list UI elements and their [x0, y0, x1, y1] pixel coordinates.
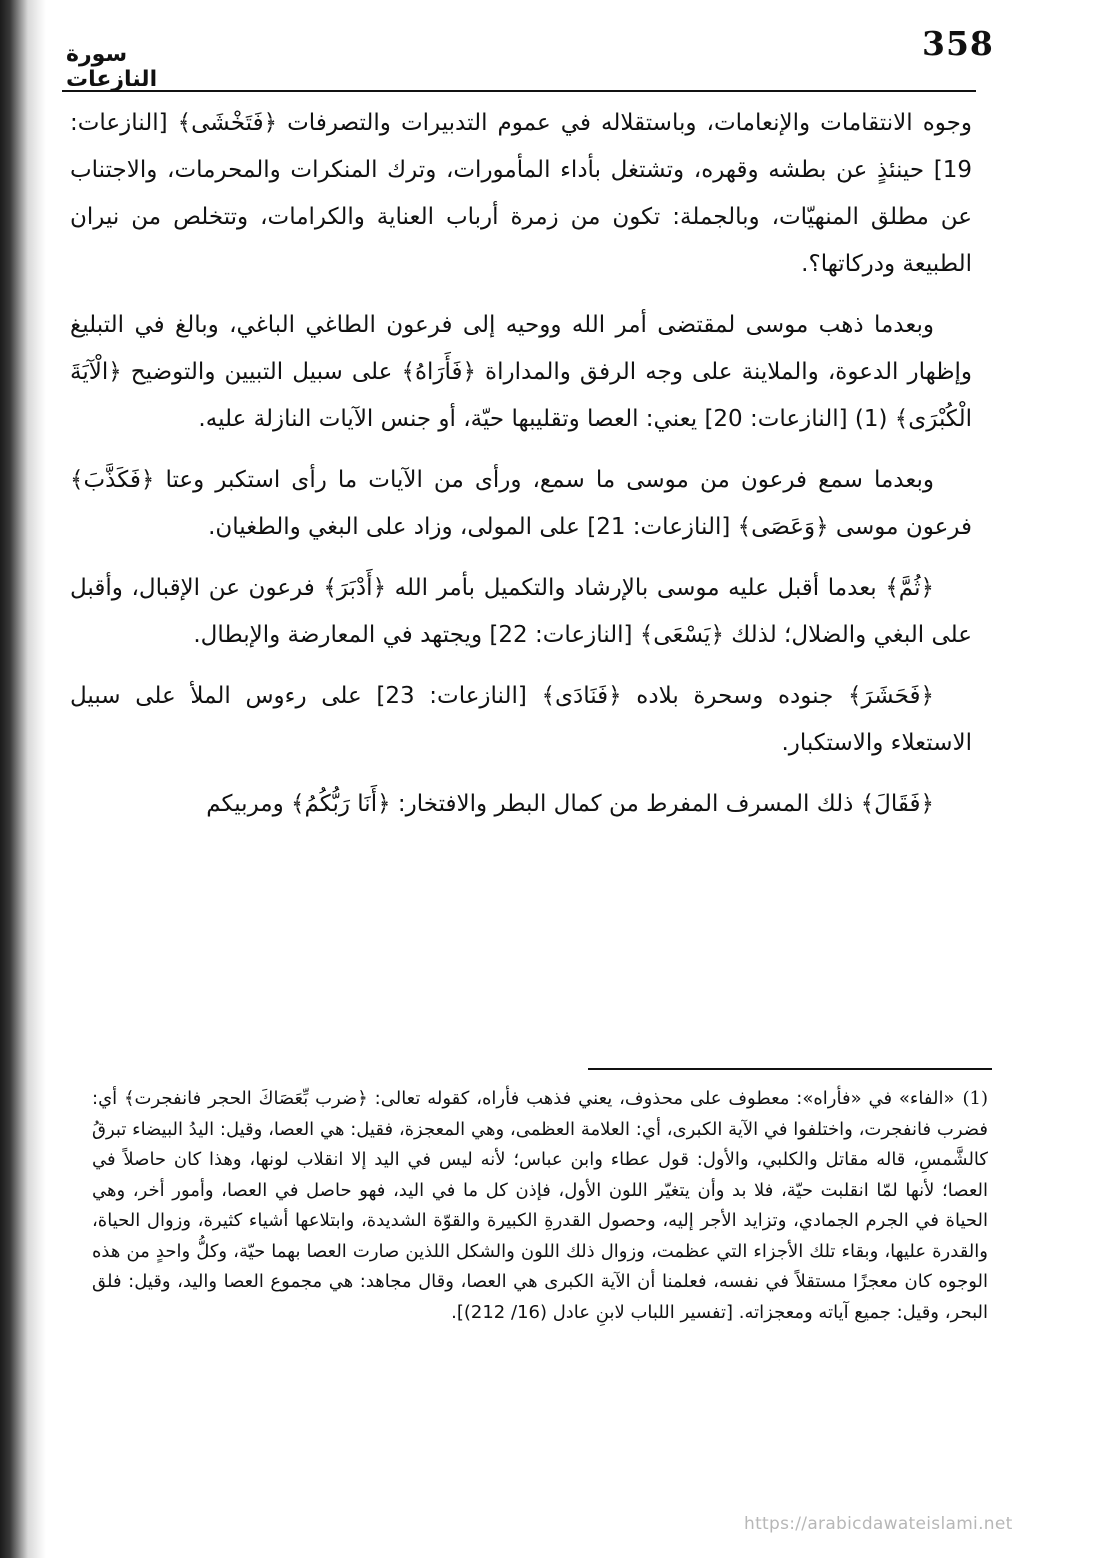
surah-title: سورة النازعات [66, 42, 158, 92]
footnote [92, 1084, 988, 1328]
paragraph-2: وبعدما ذهب موسى لمقتضى أمر الله ووحيه إلى فرعون الطاغي الباغي، وبالغ في التبليغ وإظهار الدعوة، والملاينة على وجه الرفق والمداراة ﴿فَأَرَاهُ﴾ على سبيل التبيين والتوضيح ﴿الْآيَةَ الْكُبْرَى﴾ (1) [النازعات: 20] يعني: العصا وتقليبها حيّة، أو جنس الآيات النازلة عليه. [70, 312, 972, 432]
running-head [66, 42, 215, 92]
paragraph-3: وبعدما سمع فرعون من موسى ما سمع، ورأى من الآيات ما رأى استكبر وعتا ﴿فَكَذَّبَ﴾ فرعون موسى ﴿وَعَصَى﴾ [النازعات: 21] على المولى، وزاد على البغي والطغيان. [70, 467, 972, 540]
body-text [70, 100, 972, 842]
paragraph-1: وجوه الانتقامات والإنعامات، وباستقلاله في عموم التدبيرات والتصرفات ﴿فَتَخْشَى﴾ [النازعات: 19] حينئذٍ عن بطشه وقهره، وتشتغل بأداء المأمورات، وترك المنكرات والمحرمات، والاجتناب عن مطلق المنهيّات، وبالجملة: تكون من زمرة أرباب العناية والكرامات، وتتخلص من نيران الطبيعة ودركاتها؟. [70, 110, 972, 277]
paragraph-5: ﴿فَحَشَرَ﴾ جنوده وسحرة بلاده ﴿فَنَادَى﴾ [النازعات: 23] على رءوس الملأ على سبيل الاستعلاء والاستكبار. [70, 683, 972, 756]
paragraph-6: ﴿فَقَالَ﴾ ذلك المسرف المفرط من كمال البطر والافتخار: ﴿أَنَا رَبُّكُمُ﴾ ومربيكم [206, 791, 934, 817]
footnote-marker: (1) [962, 1088, 988, 1109]
header-rule [62, 90, 976, 92]
page-number: 358 [922, 24, 994, 63]
watermark-url: https://arabicdawateislami.net [744, 1514, 1013, 1534]
paragraph-4: ﴿ثُمَّ﴾ بعدما أقبل عليه موسى بالإرشاد والتكميل بأمر الله ﴿أَدْبَرَ﴾ فرعون عن الإقبال، وأقبل على البغي والضلال؛ لذلك ﴿يَسْعَى﴾ [النازعات: 22] ويجتهد في المعارضة والإبطال. [70, 575, 972, 648]
footnote-rule [588, 1068, 992, 1070]
footnote-text: «الفاء» في «فأراه»: معطوف على محذوف، يعني فذهب فأراه، كقوله تعالى: ﴿ضرب بِّعَصَاكَ الحجر فانفجرت﴾ أي: فضرب فانفجرت، واختلفوا في الآية الكبرى، أي: العلامة العظمى، وهي المعجزة، فقيل: هي العصا، وقيل: اليدُ البيضاء تبرقُ كالشَّمسِ، قاله مقاتل والكلبي، والأول: قول عطاء وابن عباس؛ لأنه ليس في اليد إلا انقلاب لونها، وهذا كان حاصلاً في العصا؛ لأنها لمّا انقلبت حيّة، فلا بد وأن يتغيّر اللون الأول، فإذن كل ما في اليد، فهو حاصل في العصا، وأمور أخر، وهي الحياة في الجرم الجمادي، وتزايد الأجر إليه، وحصول القدرةِ الكبيرة والقوّة الشديدة، وابتلاعها أشياء كثيرة، وزوال الحياة، والقدرة عليها، وبقاء تلك الأجزاء التي عظمت، وزوال ذلك اللون والشكل اللذين صارت العصا بهما حيّة، وكلُّ واحدٍ من هذه الوجوه كان معجزًا مستقلاً في نفسه، فعلمنا أن الآية الكبرى هي العصا، وقال مجاهد: هي مجموع العصا واليد، وقيل: فلق البحر، وقيل: جميع آياته ومعجزاته. [تفسير اللباب لابنِ عادل (16/ 212)]. [92, 1088, 988, 1323]
scan-shadow-edge [0, 0, 46, 1558]
